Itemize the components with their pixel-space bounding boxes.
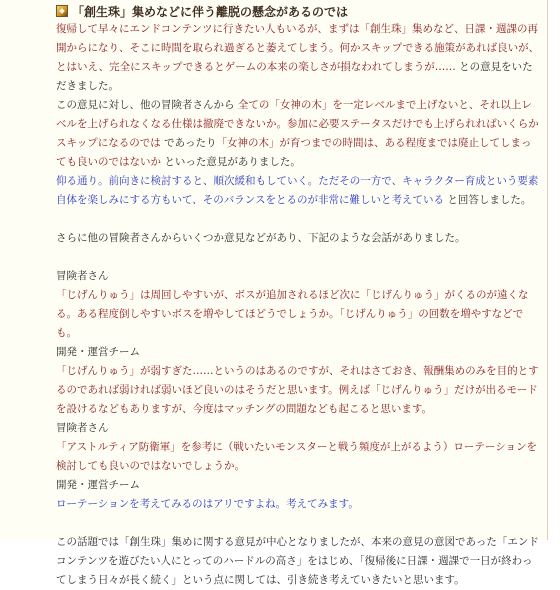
speaker-team-2: 開発・運営チーム <box>56 479 140 491</box>
paragraph-answer: 仰る通り。前向きに検討すると、順次緩和もしていく。ただその一方で、キャラクター育成という要素自体を楽しみにする方もいて、そのバランスをとるのが非常に難しいと考えている と回答しました。 <box>56 175 539 206</box>
team-message-1: 「じげんりゅう」が弱すぎた……というのはあるのですが、それはさておき、報酬集めのみを目的とするのであれば弱ければ弱いほど良いのはそうだと思います。例えば「じげんりゅう」だけが出るモードを設けるなどもありますが、今度はマッチングの問題なども起こると思います。 <box>56 365 539 415</box>
adventurer-message-2: 「アストルティア防衛軍」を参考に（戦いたいモンスターと戦う頻度が上がるよう）ローテーションを検討しても良いのではないでしょうか。 <box>56 441 538 472</box>
paragraph-intro-conversation: さらに他の冒険者さんからいくつか意見などがあり、下記のような会話がありました。 <box>56 232 466 244</box>
paragraph-conclusion: この話題では「創生珠」集めに関する意見が中心となりましたが、本来の意見の意図であった「エンドコンテンツを遊びたい人にとってのハードルの高さ」をはじめ、「復帰後に日課・週課で一日が終わってしまう日々が長く続く」という点に関しては、引き続き考えていきたいと思います。 <box>56 536 539 586</box>
other-opinion-quote-2: 「女神の木」が育つまでの時間は、ある程度までは廃止してしまっても良いのではないか <box>56 137 532 168</box>
opinion-quote: 復帰して早々にエンドコンテンツに行きたい人もいるが、まずは「創生珠」集めなど、日課・週課の再開からになり、そこに時間を取られ過ぎると萎えてしまう。何かスキップできる施策があれば良いが、とはいえ、完全にスキップできるとゲームの本来の楽しさが損なわれてしまうが…… <box>56 23 540 73</box>
paragraph-opinion <box>56 20 541 96</box>
speaker-team-1: 開発・運営チーム <box>56 346 140 358</box>
other-opinion-quote-1: 全ての「女神の木」を一定レベルまで上げないと、それ以上レベルを上げられなくなる仕様は撤廃できないか。参加に必要ステータスだけでも上げられればいくらかスキップになるのでは <box>56 99 539 149</box>
opinion-tail: との意見をいただきました。 <box>56 61 533 92</box>
section-heading-text: 「創生珠」集めなどに伴う離脱の懸念があるのでは <box>72 4 349 19</box>
speaker-adventurer-1: 冒険者さん <box>56 270 109 282</box>
section-heading <box>56 2 541 20</box>
gem-icon <box>56 5 68 17</box>
paragraph-other-opinions: この意見に対し、他の冒険者さんから 全ての「女神の木」を一定レベルまで上げないと、それ以上レベルを上げられなくなる仕様は撤廃できないか。参加に必要ステータスだけでも上げられればいくらかスキップになるのでは であったり「女神の木」が育つまでの時間は、ある程度までは廃止してしまっても良いのではないか といった意見がありました。 <box>56 99 539 168</box>
adventurer-message-1: 「じげんりゅう」は周回しやすいが、ボスが追加されるほど次に「じげんりゅう」がくるのが遠くなる。ある程度倒しやすいボスを増やしてほどうでしょうか。「じげんりゅう」の回数を増やすなどでも。 <box>56 289 529 339</box>
team-message-2: ローテーションを考えてみるのはアリですよね。考えてみます。 <box>56 498 359 510</box>
team-answer: 仰る通り。前向きに検討すると、順次緩和もしていく。ただその一方で、キャラクター育成という要素自体を楽しみにする方もいて、そのバランスをとるのが非常に難しいと考えている <box>56 175 539 206</box>
speaker-adventurer-2: 冒険者さん <box>56 422 109 434</box>
